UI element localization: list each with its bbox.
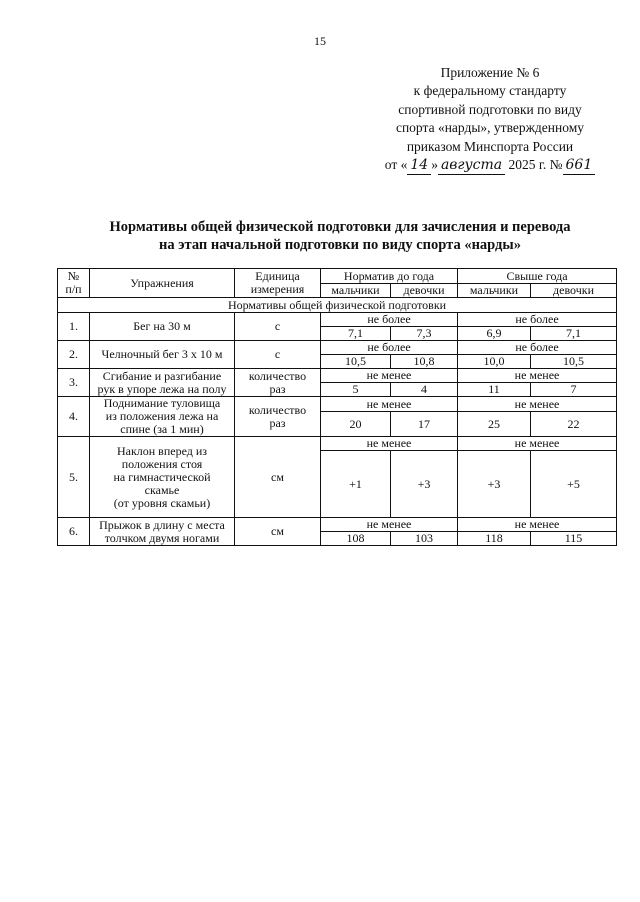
header-row (58, 269, 617, 284)
row-condition: не менее (321, 369, 458, 383)
row-unit: количество раз (235, 369, 321, 397)
row-unit: см (235, 437, 321, 518)
header-girls: девочки (531, 284, 617, 298)
row-condition: не менее (321, 437, 458, 451)
row-condition: не более (321, 313, 458, 327)
header-girls: девочки (391, 284, 458, 298)
order-prefix: от « (384, 157, 408, 173)
table-row (58, 518, 617, 532)
row-unit: с (235, 341, 321, 369)
order-month-handwritten: августа (438, 156, 505, 175)
value-cell: +1 (321, 451, 391, 518)
value-cell: 7,1 (321, 327, 391, 341)
appendix-block (340, 64, 640, 175)
row-condition: не менее (321, 397, 458, 412)
order-number-handwritten: 661 (563, 156, 596, 175)
value-cell: +5 (531, 451, 617, 518)
row-condition: не более (458, 341, 617, 355)
value-cell: 115 (531, 532, 617, 546)
appendix-line: спорта «нарды», утвержденному (395, 120, 585, 136)
row-exercise: Сгибание и разгибание рук в упоре лежа на полу (90, 369, 235, 397)
value-cell: 10,5 (321, 355, 391, 369)
order-year: 2025 г. № (508, 157, 563, 173)
value-cell: 103 (391, 532, 458, 546)
row-exercise: Наклон вперед из положения стоя на гимнастической скамье (от уровня скамьи) (90, 437, 235, 518)
appendix-line: спортивной подготовки по виду (398, 101, 582, 117)
title-line-2: на этап начальной подготовки по виду спорта «нарды» (159, 237, 521, 253)
row-condition: не менее (458, 397, 617, 412)
norms-table (57, 268, 617, 546)
row-exercise: Прыжок в длину с места толчком двумя ногами (90, 518, 235, 546)
value-cell: 108 (321, 532, 391, 546)
row-condition: не менее (458, 518, 617, 532)
value-cell: 7 (531, 383, 617, 397)
value-cell: 7,1 (531, 327, 617, 341)
value-cell: 4 (391, 383, 458, 397)
order-mid: » (431, 157, 438, 173)
row-unit: см (235, 518, 321, 546)
table-row (58, 437, 617, 451)
order-date-line (340, 156, 640, 175)
header-over-year: Свыше года (458, 269, 617, 284)
table-row (58, 397, 617, 412)
page-number: 15 (314, 34, 326, 48)
row-number: 3. (58, 369, 90, 397)
header-unit: Единица измерения (235, 269, 321, 298)
row-condition: не более (321, 341, 458, 355)
value-cell: 10,0 (458, 355, 531, 369)
row-number: 5. (58, 437, 90, 518)
value-cell: 17 (391, 412, 458, 437)
row-unit: количество раз (235, 397, 321, 437)
value-cell: 7,3 (391, 327, 458, 341)
value-cell: 10,8 (391, 355, 458, 369)
value-cell: 22 (531, 412, 617, 437)
row-number: 2. (58, 341, 90, 369)
appendix-line: к федеральному стандарту (413, 83, 567, 99)
section-row (58, 298, 617, 313)
header-boys: мальчики (321, 284, 391, 298)
title-line-1: Нормативы общей физической подготовки для зачисления и перевода (109, 219, 571, 235)
row-number: 4. (58, 397, 90, 437)
row-condition: не менее (458, 437, 617, 451)
value-cell: 6,9 (458, 327, 531, 341)
row-condition: не менее (458, 369, 617, 383)
value-cell: +3 (391, 451, 458, 518)
row-unit: с (235, 313, 321, 341)
section-title: Нормативы общей физической подготовки (58, 298, 617, 313)
row-exercise: Бег на 30 м (90, 313, 235, 341)
table-row (58, 313, 617, 327)
value-cell: +3 (458, 451, 531, 518)
header-num: № п/п (58, 269, 90, 298)
header-boys: мальчики (458, 284, 531, 298)
value-cell: 25 (458, 412, 531, 437)
row-exercise: Поднимание туловища из положения лежа на спине (за 1 мин) (90, 397, 235, 437)
row-condition: не менее (321, 518, 458, 532)
document-title (0, 218, 640, 254)
row-exercise: Челночный бег 3 х 10 м (90, 341, 235, 369)
value-cell: 11 (458, 383, 531, 397)
appendix-line: приказом Минспорта России (406, 138, 574, 154)
order-day-handwritten: 14 (407, 156, 431, 175)
header-under-year: Норматив до года (321, 269, 458, 284)
value-cell: 10,5 (531, 355, 617, 369)
header-exercise: Упражнения (90, 269, 235, 298)
table-row (58, 341, 617, 355)
row-number: 6. (58, 518, 90, 546)
appendix-line: Приложение № 6 (440, 65, 540, 80)
value-cell: 118 (458, 532, 531, 546)
value-cell: 5 (321, 383, 391, 397)
row-condition: не более (458, 313, 617, 327)
row-number: 1. (58, 313, 90, 341)
value-cell: 20 (321, 412, 391, 437)
table-row (58, 369, 617, 383)
